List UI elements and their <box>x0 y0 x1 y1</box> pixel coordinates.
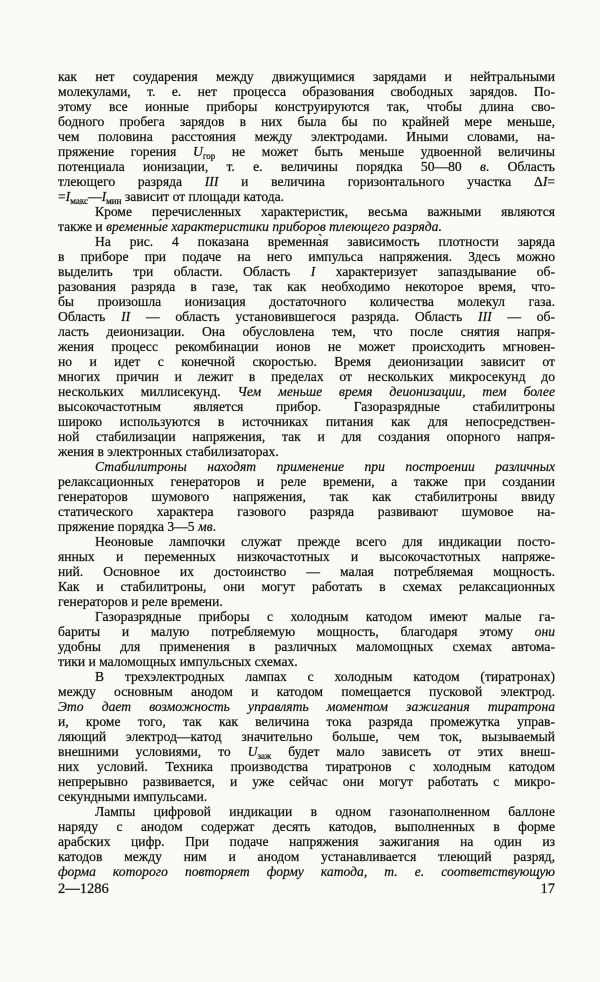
text-line: этому все ионные приборы конструируются так, чтобы длина сво- <box>58 99 555 114</box>
page-footer <box>58 881 555 898</box>
print-signature: 2—1286 <box>58 881 109 897</box>
text-line: чем половина расстояния между электродами. Иными словами, на- <box>58 129 555 144</box>
text-line: удобны для применения в различных маломощных схемах автома- <box>58 639 555 654</box>
text-line: в приборе при подаче на него импульса напряжения. Здесь можно <box>58 249 555 264</box>
text-line: статического характера газового разряда развивают шумовое на- <box>58 504 555 519</box>
text-line: катодов между ним и анодом устанавливается тлеющий разряд, <box>58 849 555 864</box>
text-line: широко используются в источниках питания как для непосредствен- <box>58 414 555 429</box>
text-line: жения процесс рекомбинации ионов не может происходить мгновен- <box>58 339 555 354</box>
text-line: тики и маломощных импульсных схемах. <box>58 654 298 669</box>
text-line: ний. Основное их достоинство — малая потребляемая мощность. <box>58 564 555 579</box>
text-line: ляющий электрод—катод значительно больше, чем ток, вызываемый <box>58 729 555 744</box>
text-line: В трехэлектродных лампах с холодным катодом (тиратронах) <box>95 669 555 684</box>
text-line: внешними условиями, то $U_{заж}$ будет мало зависеть от этих внеш- <box>58 744 555 761</box>
text-line: бодного пробега зарядов в них была бы по крайней мере меньше, <box>58 114 555 129</box>
text-line: потенциала ионизации, т. е. величины порядка 50—80 в. Область <box>58 159 555 174</box>
text-line: секундными импульсами. <box>58 789 208 804</box>
text-line: Как и стабилитроны, они могут работать в схемах релаксационных <box>58 579 555 594</box>
text-line: молекулами, т. е. нет процесса образования свободных зарядов. По- <box>58 84 555 99</box>
text-line: Лампы цифровой индикации в одном газонаполненном баллоне <box>95 804 555 819</box>
text-line: но и идет с конечной скоростью. Время деионизации зависит от <box>58 354 555 369</box>
text-line: ной стабилизации напряжения, так и для создания опорного напря- <box>58 429 555 444</box>
text-line: Кроме перечисленных характеристик, весьма важными являются <box>95 204 555 219</box>
text-line: пряжение горения $U_{гор}$ не может быть меньше удвоенной величины <box>58 144 555 161</box>
text-line: также и временны́е характеристики приборов тлеющего разряда. <box>58 219 442 234</box>
text-line: ласть деионизации. Она обусловлена тем, что после снятия напря- <box>58 324 555 339</box>
text-line: Это дает возможность управлять моментом зажигания тиратрона <box>58 699 555 714</box>
text-line: генераторов шумового напряжения, так как стабилитроны ввиду <box>58 489 555 504</box>
text-line: тлеющего разряда III и величина горизонтального участка ΔI= <box>58 174 556 189</box>
text-line: генераторов и реле времени. <box>58 594 223 609</box>
text-line: наряду с анодом содержат десять катодов, выполненных в форме <box>58 819 555 834</box>
text-line: форма которого повторяет форму катода, т. е. соответствующую <box>58 864 555 879</box>
text-line: выделить три области. Область I характеризует запаздывание об- <box>58 264 555 279</box>
text-line: многих причин и лежит в пределах от нескольких микросекунд до <box>58 369 555 384</box>
text-line: На рис. 4 показана временна̀я зависимость плотности заряда <box>95 234 555 249</box>
text-line: релаксационных генераторов и реле времени, а также при создании <box>58 474 555 489</box>
text-line: непрерывно развивается, и уже сейчас они могут работать с микро- <box>58 774 555 789</box>
text-line: Область II — область установившегося разряда. Область III — об- <box>58 309 555 324</box>
text-line: бариты и малую потребляемую мощность, благодаря этому они <box>58 624 555 639</box>
text-line: высокочастотным является прибор. Газоразрядные стабилитроны <box>58 399 555 414</box>
text-line: разования разряда в газе, так как необходимо некоторое время, что- <box>58 279 555 294</box>
text-line: между основным анодом и катодом помещается пусковой электрод. <box>58 684 555 699</box>
text-line: них условий. Техника производства тиратронов с холодным катодом <box>58 759 555 774</box>
text-line: Неоновые лампочки служат прежде всего для индикации посто- <box>95 534 555 549</box>
text-line: Газоразрядные приборы с холодным катодом имеют малые га- <box>95 609 555 624</box>
text-line: как нет соударения между движущимися зарядами и нейтральными <box>58 69 555 84</box>
text-line: бы произошла ионизация достаточного количества молекул газа. <box>58 294 555 309</box>
text-line: Стабилитроны находят применение при построении различных <box>95 459 555 474</box>
text-line: янных и переменных низкочастотных и высокочастотных напряже- <box>58 549 555 564</box>
text-line: арабских цифр. При подаче напряжения зажигания на один из <box>58 834 555 849</box>
page-body-text <box>58 69 555 879</box>
text-line: пряжение порядка 3—5 мв. <box>58 519 216 534</box>
text-line: $=I_{макс}—I_{мин}$ зависит от площади катода. <box>58 189 285 206</box>
page-number: 17 <box>540 881 555 897</box>
text-line: жения в электронных стабилизаторах. <box>58 444 279 459</box>
text-line: нескольких миллисекунд. Чем меньше время деионизации, тем более <box>58 384 555 399</box>
text-line: и, кроме того, так как величина тока разряда промежутка управ- <box>58 714 555 729</box>
